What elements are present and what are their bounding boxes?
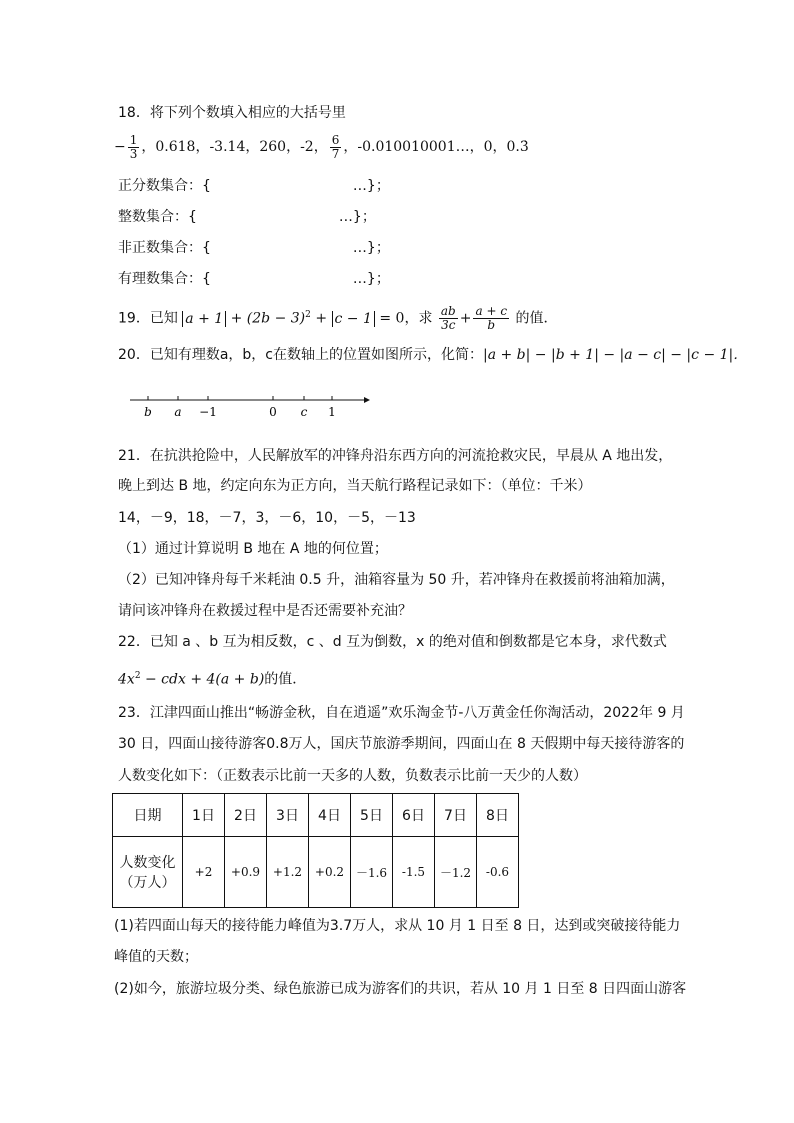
label-0: 0 [269, 405, 277, 419]
label-1: 1 [328, 405, 336, 419]
set-positive-fractions: 正分数集合：{ …}； [118, 178, 390, 194]
value-cell: +0.9 [225, 837, 267, 908]
row-label: 人数变化 （万人） [113, 837, 183, 908]
axis-arrow [364, 397, 370, 403]
q21-line1: 21．在抗洪抢险中，人民解放军的冲锋舟沿东西方向的河流抢救灾民，早晨从 A 地出发， [118, 448, 673, 464]
day-cell: 5日 [351, 794, 393, 837]
day-cell: 8日 [477, 794, 519, 837]
q21-part2: （2）已知冲锋舟每千米耗油 0.5 升，油箱容量为 50 升，若冲锋舟在救援前将油箱加满， [118, 572, 675, 588]
q23-line2: 30 日，四面山接待游客0.8万人，国庆节旅游季期间，四面山在 8 天假期中每天接待游客的 [118, 736, 685, 752]
value-cell: －1.6 [351, 837, 393, 908]
q23-line3: 人数变化如下：（正数表示比前一天多的人数，负数表示比前一天少的人数） [118, 768, 587, 784]
number-line [120, 388, 380, 422]
q21-part2-cont: 请问该冲锋舟在救援过程中是否还需要补充油？ [118, 603, 412, 619]
fraction-ac-b: $\frac{a + c}{b}$ [475, 304, 508, 333]
q23-line1: 23．江津四面山推出“畅游金秋，自在逍遥”欢乐淘金节-八万黄金任你淘活动，2022年 9 月 [118, 705, 685, 721]
value-cell: -1.5 [393, 837, 435, 908]
value-cell: +1.2 [267, 837, 309, 908]
table-value-row [113, 837, 519, 908]
q18-numbers: − $\frac{1}{3}$ ，0.618，-3.14，260，-2， $\frac{6}{7}$ ，-0.010010001…，0，0.3̇ [114, 132, 529, 161]
q22-line1: 22．已知 a 、b 互为相反数，c 、d 互为倒数，x 的绝对值和倒数都是它本身，求代数式 [118, 634, 667, 650]
visitor-change-table [112, 793, 519, 908]
header-label: 日期 [113, 794, 183, 837]
label-b: b [144, 405, 152, 419]
set-non-positive: 非正数集合：{ …}； [118, 240, 390, 256]
day-cell: 7日 [435, 794, 477, 837]
table-header-row [113, 794, 519, 837]
q20: 20．已知有理数a，b，c在数轴上的位置如图所示，化简：|a + b| − |b + 1| − |a − c| − |c − 1|． [118, 347, 748, 363]
fraction-ab-3c: $\frac{ab}{3c}$ [440, 304, 456, 333]
value-cell: -0.6 [477, 837, 519, 908]
q22-expression: $4x^2$ − cdx + 4(a + b)的值． [118, 671, 307, 688]
day-cell: 6日 [393, 794, 435, 837]
q18-title: 18．将下列个数填入相应的大括号里 [118, 105, 346, 121]
set-rational: 有理数集合：{ …}； [118, 271, 390, 287]
q21-records: 14，－9，18，－7，3，－6，10，－5，－13 [118, 510, 416, 526]
value-cell: +0.2 [309, 837, 351, 908]
q21-line2: 晚上到达 B 地，约定向东为正方向，当天航行路程记录如下：（单位：千米） [118, 478, 592, 494]
label-c: c [300, 405, 308, 419]
q23-part1: (1)若四面山每天的接待能力峰值为3.7万人，求从 10 月 1 日至 8 日，达到或突破接待能力 [114, 918, 681, 934]
day-cell: 4日 [309, 794, 351, 837]
q23-part1-cont: 峰值的天数； [114, 949, 198, 965]
day-cell: 3日 [267, 794, 309, 837]
q19: 19．已知 $a + 1 + (2b - 3)^2 + c - 1 = 0$，求 $\frac{ab}{3c}$ + $\frac{a + c}{b}$ 的值． [118, 304, 558, 333]
q21-part1: （1）通过计算说明 B 地在 A 地的何位置； [118, 541, 388, 557]
label-neg1: −1 [199, 405, 217, 419]
set-integers: 整数集合：{ …}； [118, 209, 376, 225]
day-cell: 1日 [183, 794, 225, 837]
day-cell: 2日 [225, 794, 267, 837]
neg-fraction: $\frac{1}{3}$ [129, 132, 138, 161]
q23-part2: (2)如今，旅游垃圾分类、绿色旅游已成为游客们的共识，若从 10 月 1 日至 8 日四面山游客 [114, 981, 687, 997]
fraction-6-7: $\frac{6}{7}$ [331, 132, 340, 161]
value-cell: +2 [183, 837, 225, 908]
label-a: a [174, 405, 182, 419]
value-cell: －1.2 [435, 837, 477, 908]
